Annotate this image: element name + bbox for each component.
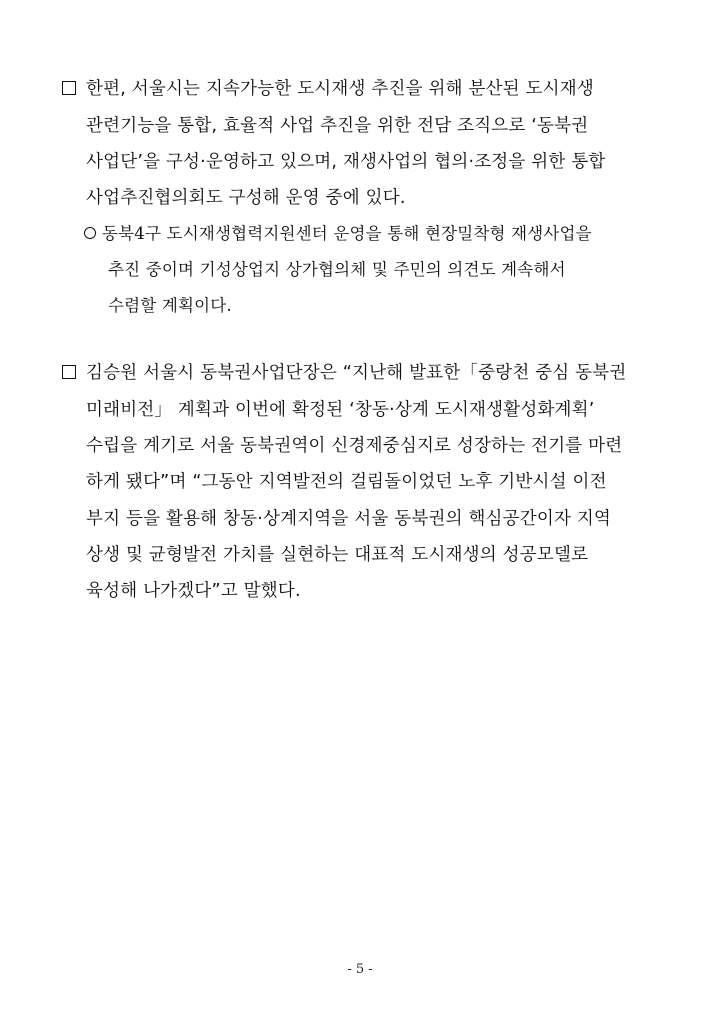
- square-bullet-icon: [62, 81, 76, 95]
- page-number: - 5 -: [347, 962, 373, 977]
- paragraph-2-line-1: 김승원 서울시 동북권사업단장은 “지난해 발표한「중랑천 중심 동북권: [86, 363, 627, 383]
- subparagraph-1-line-2: 추진 중이며 기성상업지 상가협의체 및 주민의 의견도 계속해서: [108, 260, 566, 279]
- paragraph-2: [62, 361, 662, 601]
- paragraph-1: [62, 77, 662, 207]
- subparagraph-1-line-3: 수렴할 계획이다.: [108, 296, 232, 315]
- subparagraph-1: [84, 222, 674, 322]
- paragraph-2-line-3: 수립을 계기로 서울 동북권역이 신경제중심지로 성장하는 전기를 마련: [86, 436, 623, 456]
- paragraph-2-line-7: 육성해 나가겠다”고 말했다.: [86, 581, 301, 601]
- paragraph-1-line-1: 한편, 서울시는 지속가능한 도시재생 추진을 위해 분산된 도시재생: [86, 79, 594, 99]
- circle-bullet-icon: [84, 227, 96, 239]
- subparagraph-1-line-1: 동북4구 도시재생협력지원센터 운영을 통해 현장밀착형 재생사업을: [102, 224, 592, 243]
- paragraph-2-line-6: 상생 및 균형발전 가치를 실현하는 대표적 도시재생의 성공모델로: [86, 545, 589, 565]
- paragraph-1-line-4: 사업추진협의회도 구성해 운영 중에 있다.: [86, 188, 406, 208]
- paragraph-1-line-3: 사업단’을 구성·운영하고 있으며, 재생사업의 협의·조정을 위한 통합: [86, 152, 606, 172]
- paragraph-2-line-5: 부지 등을 활용해 창동·상계지역을 서울 동북권의 핵심공간이자 지역: [86, 509, 612, 529]
- paragraph-1-line-2: 관련기능을 통합, 효율적 사업 추진을 위한 전담 조직으로 ‘동북권: [86, 116, 589, 136]
- square-bullet-icon: [62, 365, 76, 379]
- paragraph-2-line-4: 하게 됐다”며 “그동안 지역발전의 걸림돌이었던 노후 기반시설 이전: [86, 472, 607, 492]
- paragraph-2-line-2: 미래비전」 계획과 이번에 확정된 ‘창동·상계 도시재생활성화계획’: [86, 400, 595, 420]
